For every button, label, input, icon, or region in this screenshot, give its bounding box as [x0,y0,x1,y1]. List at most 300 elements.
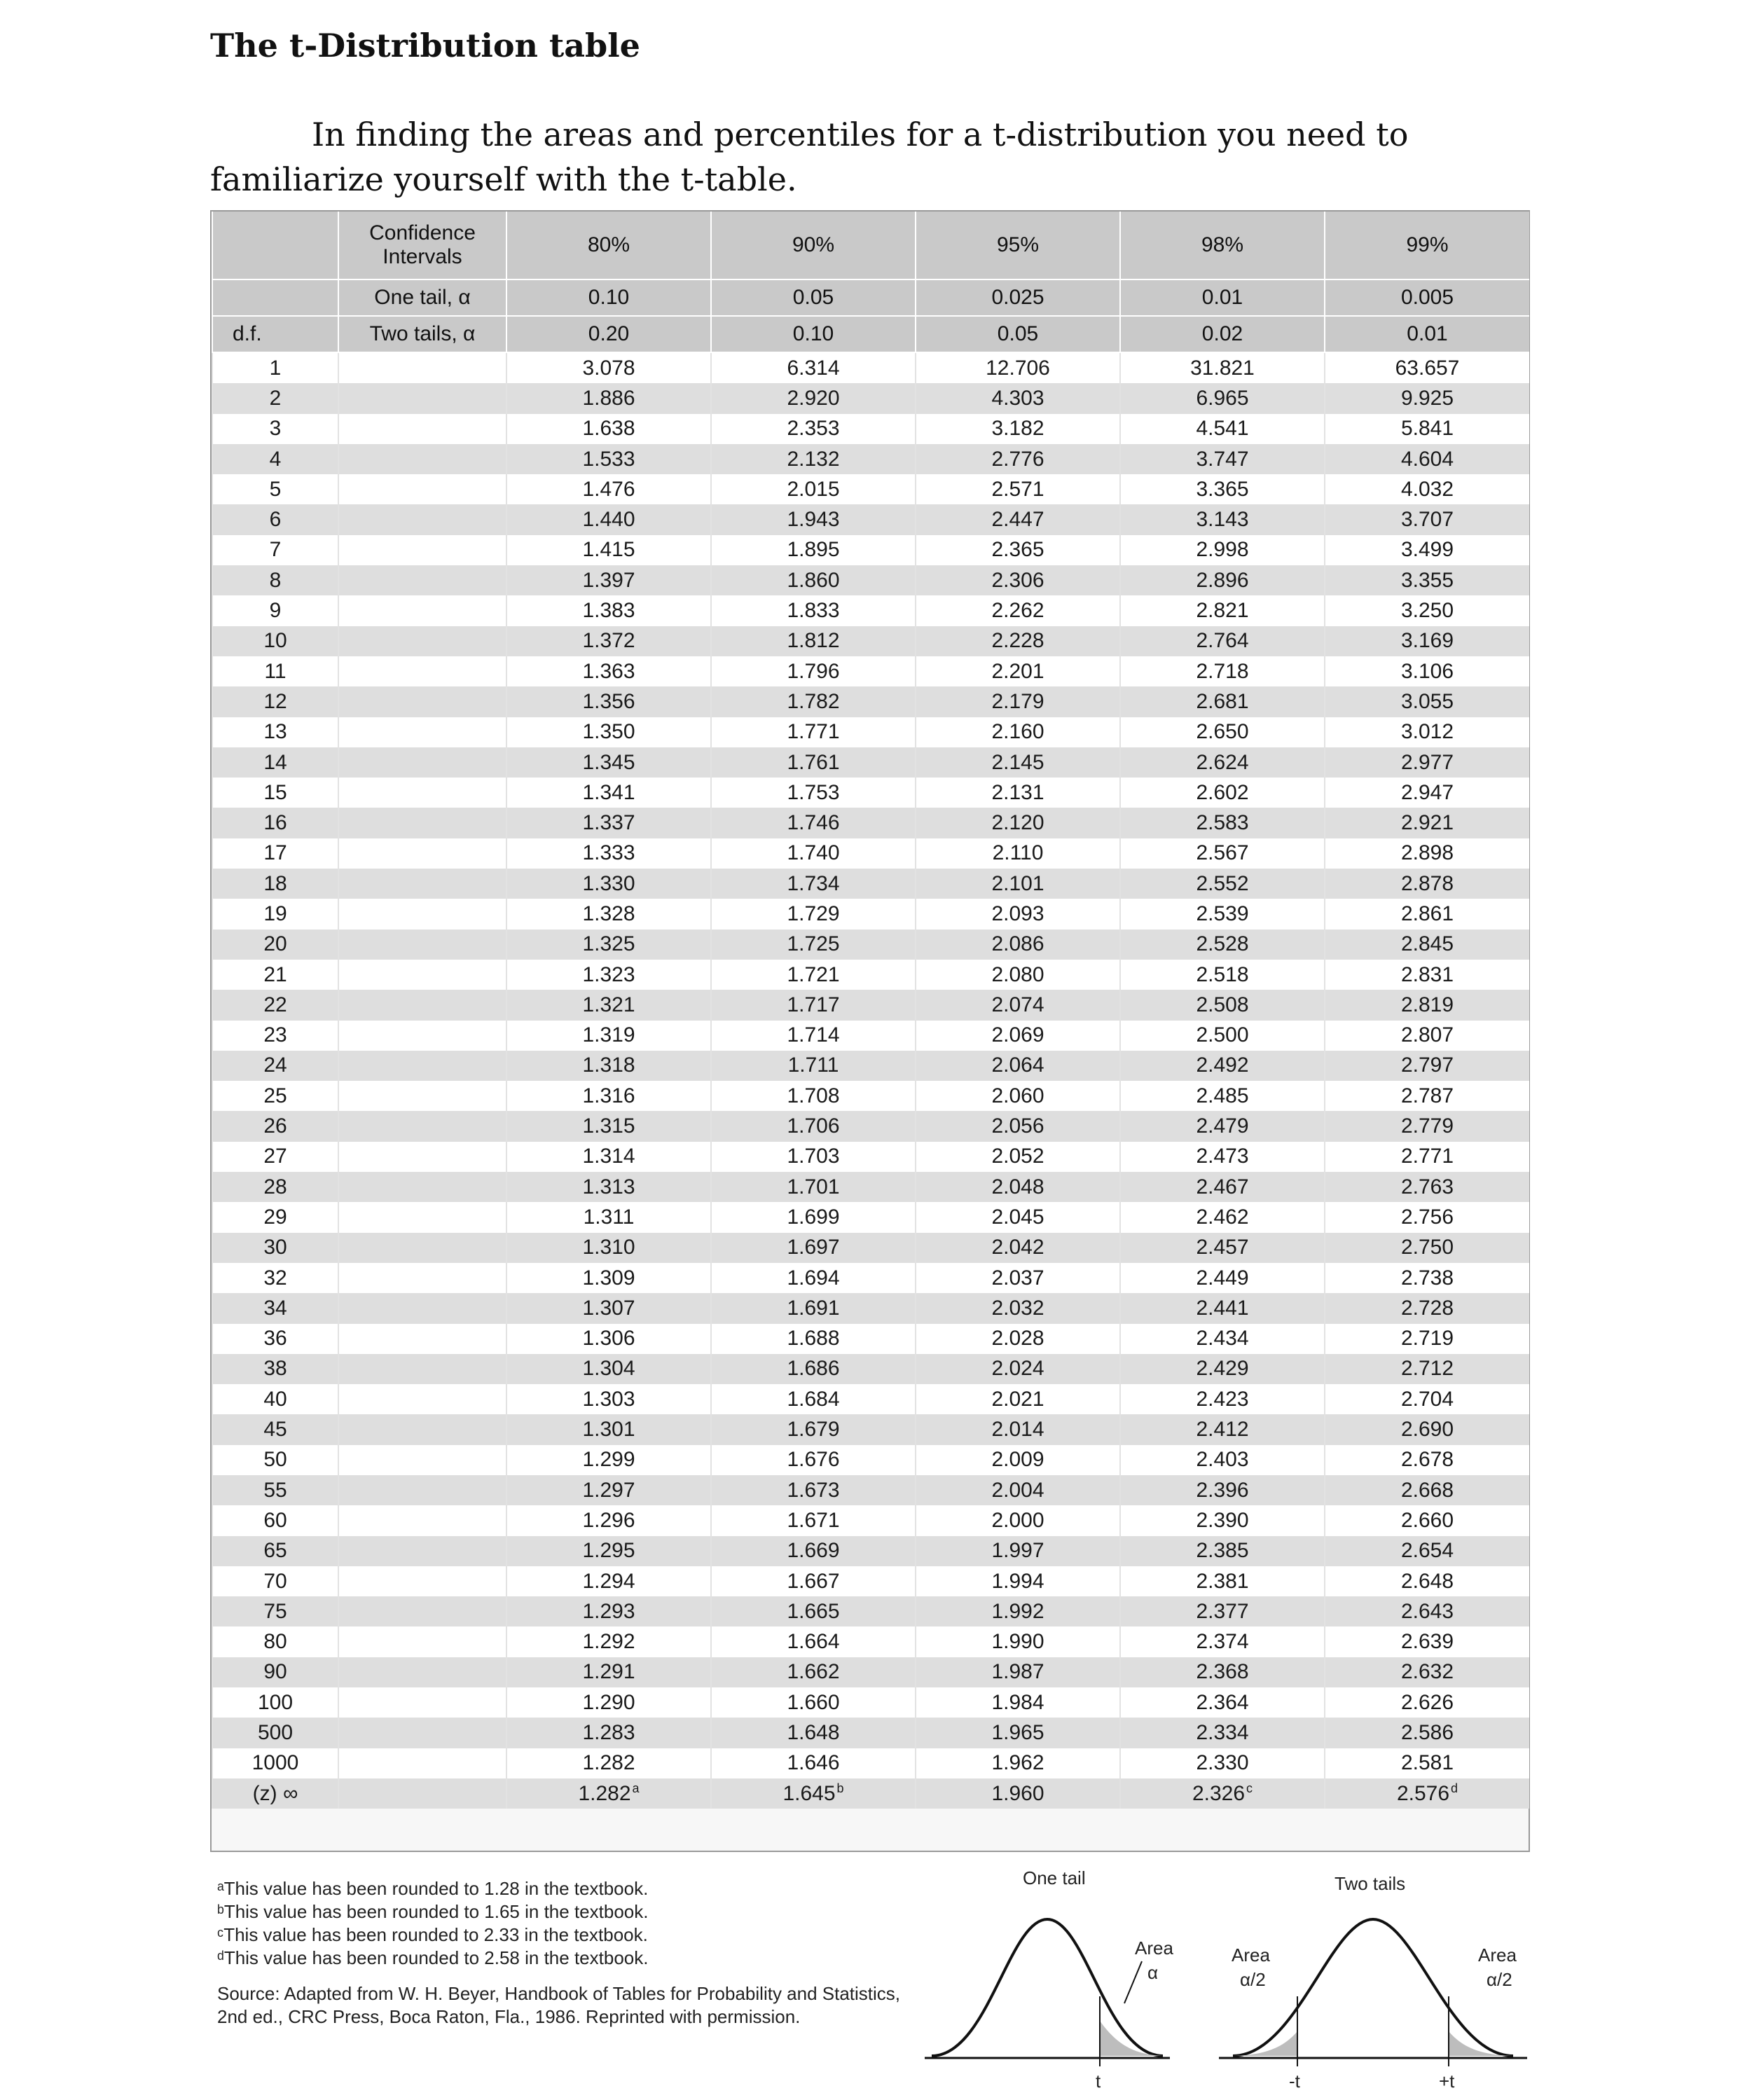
table-row [212,1354,1529,1384]
critical-value-cell [506,1748,711,1778]
critical-value: 2.648 [1400,1569,1454,1593]
label-spacer-cell [338,1475,506,1505]
critical-value: 1.328 [582,902,635,925]
table-row [212,899,1529,929]
page-title: The t-Distribution table [210,27,640,64]
table-row [212,1475,1529,1505]
critical-value-cell [1325,535,1529,565]
critical-value: 2.447 [991,508,1044,532]
critical-value: 2.750 [1400,1236,1454,1259]
critical-value-cell [1325,686,1529,717]
critical-value: 1.356 [582,689,635,713]
critical-value-cell [916,930,1120,960]
critical-value-cell [506,1566,711,1596]
critical-value-cell [711,1051,916,1081]
critical-value-cell [506,808,711,838]
critical-value: 1.306 [582,1327,635,1351]
critical-value: 2.896 [1196,568,1249,592]
critical-value-cell [1120,1596,1325,1626]
critical-value: 1.294 [582,1569,635,1593]
one-tail-area-label: Area [1135,1937,1173,1959]
critical-value-cell [711,1687,916,1718]
critical-value: 3.365 [1196,477,1249,501]
critical-value: 1.694 [787,1266,840,1290]
critical-value-cell [711,1566,916,1596]
label-spacer-cell [338,960,506,990]
critical-value-cell [711,778,916,808]
df-cell: 6 [212,504,338,534]
critical-value: 1.318 [582,1054,635,1077]
critical-value-cell [711,1626,916,1657]
label-spacer-cell [338,1505,506,1535]
critical-value-cell [711,990,916,1020]
critical-value-cell [1325,1414,1529,1444]
critical-value-cell [1325,1778,1529,1809]
critical-value: 2.624 [1196,750,1249,774]
table-row [212,686,1529,717]
critical-value: 1.323 [582,962,635,986]
critical-value-cell [1120,1748,1325,1778]
critical-value: 2.056 [991,1114,1044,1138]
critical-value-cell [916,1748,1120,1778]
confidence-cell: 99% [1325,212,1529,279]
critical-value-cell [1325,626,1529,656]
table-row [212,626,1529,656]
critical-value-cell [711,1111,916,1141]
confidence-cell: 90% [711,212,916,279]
source-citation: Source: Adapted from W. H. Beyer, Handbook of Tables for Probability and Statistics, 2nd ed., CRC Press, Boca Raton, Fla., 1986. Reprinted with permission. [217,1983,901,2027]
critical-value: 2.052 [991,1145,1044,1168]
critical-value-cell [1120,1626,1325,1657]
critical-value-cell [711,1021,916,1051]
critical-value-cell [506,565,711,595]
critical-value-cell [711,1263,916,1293]
df-cell: 13 [212,717,338,747]
critical-value: 2.704 [1400,1387,1454,1411]
critical-value-cell [711,1536,916,1566]
critical-value-cell [711,1748,916,1778]
critical-value: 2.473 [1196,1145,1249,1168]
critical-value-cell [506,535,711,565]
critical-value: 2.015 [787,477,840,501]
critical-value-cell [711,1324,916,1354]
critical-value: 1.740 [787,841,840,865]
critical-value-cell [1120,565,1325,595]
critical-value-cell [711,1384,916,1414]
critical-value: 1.292 [582,1630,635,1654]
label-spacer-cell [338,1384,506,1414]
critical-value-cell [711,1172,916,1202]
table-row [212,778,1529,808]
critical-value-cell [1120,474,1325,504]
critical-value-cell [1325,838,1529,869]
critical-value: 2.330 [1196,1751,1249,1775]
t-distribution-table [210,210,1530,1852]
df-cell: 7 [212,535,338,565]
label-spacer-cell [338,1202,506,1232]
critical-value-cell [506,1081,711,1111]
critical-value-cell [916,1536,1120,1566]
critical-value-cell [506,1536,711,1566]
critical-value: 1.708 [787,1084,840,1107]
critical-value-cell [1325,1172,1529,1202]
df-cell: 8 [212,565,338,595]
critical-value-cell [711,1657,916,1687]
critical-value: 2.032 [991,1296,1044,1320]
critical-value-cell [1120,1778,1325,1809]
df-cell: 12 [212,686,338,717]
critical-value-cell [916,1354,1120,1384]
table-row [212,1718,1529,1748]
critical-value-cell [711,1505,916,1535]
critical-value-cell [1120,1051,1325,1081]
critical-value-cell [711,1596,916,1626]
table-row [212,747,1529,778]
critical-value-cell [916,414,1120,444]
label-spacer-cell [338,1718,506,1748]
df-cell: 32 [212,1263,338,1293]
critical-value: 1.734 [787,871,840,895]
critical-value: 3.182 [991,417,1044,441]
critical-value: 1.283 [582,1721,635,1744]
intro-line-2: familiarize yourself with the t-table. [210,160,797,198]
header-blank [212,212,338,279]
critical-value-cell [711,899,916,929]
critical-value-cell [1325,1354,1529,1384]
label-spacer-cell [338,1778,506,1809]
label-spacer-cell [338,1687,506,1718]
df-cell: 29 [212,1202,338,1232]
two-tails-title: Two tails [1334,1873,1406,1894]
critical-value-cell [1325,383,1529,413]
critical-value: 3.250 [1400,599,1454,623]
critical-value: 2.738 [1400,1266,1454,1290]
critical-value: 9.925 [1400,386,1454,410]
table-row [212,565,1529,595]
critical-value: 3.012 [1400,720,1454,744]
critical-value-cell [1325,1111,1529,1141]
critical-value-cell [916,474,1120,504]
critical-value: 2.381 [1196,1569,1249,1593]
critical-value: 2.009 [991,1448,1044,1472]
critical-value: 2.434 [1196,1327,1249,1351]
critical-value-cell [506,686,711,717]
critical-value-cell [506,626,711,656]
table-row [212,838,1529,869]
critical-value-cell [1120,899,1325,929]
footnotes [217,1877,932,2029]
table-row [212,1687,1529,1718]
critical-value-cell [1325,960,1529,990]
critical-value-cell [1325,1626,1529,1657]
critical-value-cell [1120,1445,1325,1475]
table-row [212,595,1529,626]
critical-value: 12.706 [986,356,1050,380]
critical-value-cell [916,535,1120,565]
critical-value: 1.301 [582,1418,635,1442]
critical-value-cell [1120,1718,1325,1748]
critical-value: 1.660 [787,1690,840,1714]
critical-value: 2.518 [1196,962,1249,986]
critical-value: 2.042 [991,1236,1044,1259]
df-cell: 17 [212,838,338,869]
table-row [212,1748,1529,1778]
critical-value: 1.992 [991,1599,1044,1623]
critical-value: 2.101 [991,871,1044,895]
df-cell: 1 [212,352,338,383]
critical-value: 1.363 [582,659,635,683]
two-tails-left-alpha: α/2 [1240,1969,1266,1990]
two-tails-cell: 0.01 [1325,316,1529,352]
critical-value-cell [1120,1021,1325,1051]
critical-value-cell [916,1445,1120,1475]
critical-value-cell [1120,686,1325,717]
critical-value-cell [711,869,916,899]
critical-value: 1.304 [582,1357,635,1381]
critical-value: 2.500 [1196,1023,1249,1047]
critical-value: 1.291 [582,1660,635,1684]
critical-value-cell [916,1566,1120,1596]
critical-value-cell [1120,960,1325,990]
label-spacer-cell [338,504,506,534]
critical-value: 1.701 [787,1175,840,1198]
one-tail-title: One tail [1023,1867,1086,1888]
critical-value: 2.787 [1400,1084,1454,1107]
critical-value: 2.576 [1396,1782,1450,1806]
critical-value: 2.449 [1196,1266,1249,1290]
critical-value-cell [711,1081,916,1111]
critical-value-cell [711,1354,916,1384]
label-spacer-cell [338,1142,506,1172]
critical-value-cell [711,444,916,474]
df-cell: 4 [212,444,338,474]
critical-value: 1.711 [787,1054,839,1077]
critical-value: 2.132 [787,447,840,471]
critical-value-cell [506,1445,711,1475]
critical-value-cell [1120,1536,1325,1566]
critical-value: 1.321 [582,993,635,1016]
critical-value-cell [916,626,1120,656]
critical-value-cell [506,1172,711,1202]
critical-value: 2.639 [1400,1630,1454,1654]
critical-value: 2.120 [991,811,1044,835]
critical-value: 1.319 [582,1023,635,1047]
df-cell: 16 [212,808,338,838]
critical-value: 2.160 [991,720,1044,744]
critical-value-cell [1325,1748,1529,1778]
critical-value-cell [506,414,711,444]
table-row [212,1111,1529,1141]
critical-value-cell [916,960,1120,990]
critical-value-cell [1325,778,1529,808]
label-spacer-cell [338,352,506,383]
critical-value-cell [506,1111,711,1141]
critical-value: 1.667 [787,1569,840,1593]
critical-value: 1.325 [582,932,635,956]
critical-value: 2.947 [1400,780,1454,804]
critical-value-cell [916,1657,1120,1687]
critical-value-cell [1325,1293,1529,1323]
label-spacer-cell [338,565,506,595]
critical-value: 2.898 [1400,841,1454,865]
critical-value: 1.638 [582,417,635,441]
critical-value: 1.686 [787,1357,840,1381]
critical-value-cell [1325,1051,1529,1081]
critical-value: 2.728 [1400,1296,1454,1320]
df-cell: 25 [212,1081,338,1111]
critical-value-cell [1325,1536,1529,1566]
critical-value: 2.385 [1196,1539,1249,1563]
critical-value: 1.330 [582,871,635,895]
critical-value-cell [711,535,916,565]
critical-value: 2.492 [1196,1054,1249,1077]
one-tail-cell: 0.05 [711,279,916,316]
table-row [212,1081,1529,1111]
critical-value-cell [916,869,1120,899]
critical-value: 2.878 [1400,871,1454,895]
critical-value: 3.499 [1400,538,1454,562]
header-row-confidence [212,212,1529,279]
critical-value: 1.965 [991,1721,1044,1744]
label-spacer-cell [338,686,506,717]
critical-value: 1.316 [582,1084,635,1107]
critical-value: 2.668 [1400,1478,1454,1502]
critical-value-cell [711,352,916,383]
critical-value: 2.262 [991,599,1044,623]
critical-value: 3.707 [1400,508,1454,532]
critical-value-cell [916,1414,1120,1444]
table-row [212,1233,1529,1263]
label-spacer-cell [338,1172,506,1202]
critical-value-cell [1325,1566,1529,1596]
critical-value-cell [916,1778,1120,1809]
critical-value: 1.960 [991,1781,1044,1805]
df-cell: 50 [212,1445,338,1475]
critical-value: 1.796 [787,659,840,683]
table-row [212,414,1529,444]
critical-value: 2.539 [1196,902,1249,925]
two-tails-curve [1233,1919,1513,2056]
critical-value-cell [1120,1566,1325,1596]
one-tail-diagram [925,1856,1191,2094]
critical-value-cell [1325,808,1529,838]
critical-value-cell [711,1778,916,1809]
critical-value-cell [711,960,916,990]
two-tails-right-area-label: Area [1478,1944,1517,1966]
table-row [212,1657,1529,1687]
critical-value: 2.831 [1400,962,1454,986]
critical-value: 1.295 [582,1539,635,1563]
critical-value: 1.315 [582,1114,635,1138]
critical-value: 2.508 [1196,993,1249,1016]
critical-value-cell [916,383,1120,413]
critical-value: 1.307 [582,1296,635,1320]
df-cell: 100 [212,1687,338,1718]
critical-value: 2.462 [1196,1205,1249,1229]
table-row [212,1051,1529,1081]
df-cell: (z) ∞ [212,1778,338,1809]
critical-value-cell [1120,1505,1325,1535]
critical-value: 1.987 [991,1660,1044,1684]
critical-value-cell [1325,504,1529,534]
label-spacer-cell [338,990,506,1020]
critical-value: 2.602 [1196,780,1249,804]
table-row [212,474,1529,504]
label-spacer-cell [338,1233,506,1263]
critical-value-cell [1120,1172,1325,1202]
critical-value: 1.341 [582,780,635,804]
critical-value-cell [506,990,711,1020]
table-row [212,1566,1529,1596]
critical-value: 1.533 [582,447,635,471]
critical-value-cell [711,414,916,444]
df-cell: 80 [212,1626,338,1657]
critical-value-cell [711,656,916,686]
critical-value: 2.201 [991,659,1044,683]
two-tails-cell: 0.02 [1120,316,1325,352]
critical-value: 1.350 [582,720,635,744]
critical-value: 2.567 [1196,841,1249,865]
critical-value: 2.681 [1196,689,1249,713]
critical-value: 2.797 [1400,1054,1454,1077]
critical-value: 1.337 [582,811,635,835]
critical-value: 1.397 [582,568,635,592]
table-row [212,717,1529,747]
critical-value-cell [506,1414,711,1444]
critical-value-cell [711,686,916,717]
critical-value-cell [1325,899,1529,929]
critical-value: 2.528 [1196,932,1249,956]
label-spacer-cell [338,1657,506,1687]
critical-value: 5.841 [1400,417,1454,441]
label-spacer-cell [338,1293,506,1323]
critical-value: 4.604 [1400,447,1454,471]
label-spacer-cell [338,474,506,504]
critical-value-cell [1120,717,1325,747]
critical-value-cell [506,1021,711,1051]
critical-value: 2.060 [991,1084,1044,1107]
critical-value-cell [916,1263,1120,1293]
two-tails-cell: 0.10 [711,316,916,352]
critical-value-cell [506,1263,711,1293]
critical-value-cell [1325,1657,1529,1687]
critical-value: 1.706 [787,1114,840,1138]
critical-value-cell [506,1293,711,1323]
critical-value-cell [506,383,711,413]
critical-value-cell [1325,1687,1529,1718]
critical-value: 1.440 [582,508,635,532]
critical-value-cell [506,1657,711,1687]
critical-value: 2.998 [1196,538,1249,562]
critical-value: 1.725 [787,932,840,956]
critical-value: 1.669 [787,1539,840,1563]
critical-value-cell [1120,1293,1325,1323]
df-cell: 15 [212,778,338,808]
critical-value: 1.314 [582,1145,635,1168]
label-spacer-cell [338,1536,506,1566]
critical-value-cell [916,1051,1120,1081]
critical-value-cell [916,595,1120,626]
critical-value-cell [711,838,916,869]
critical-value: 2.457 [1196,1236,1249,1259]
df-cell: 14 [212,747,338,778]
label-spacer-cell [338,1263,506,1293]
critical-value: 1.648 [787,1721,840,1744]
critical-value-cell [1120,656,1325,686]
critical-value-cell [1325,352,1529,383]
critical-value: 1.990 [991,1630,1044,1654]
table-row [212,1505,1529,1535]
